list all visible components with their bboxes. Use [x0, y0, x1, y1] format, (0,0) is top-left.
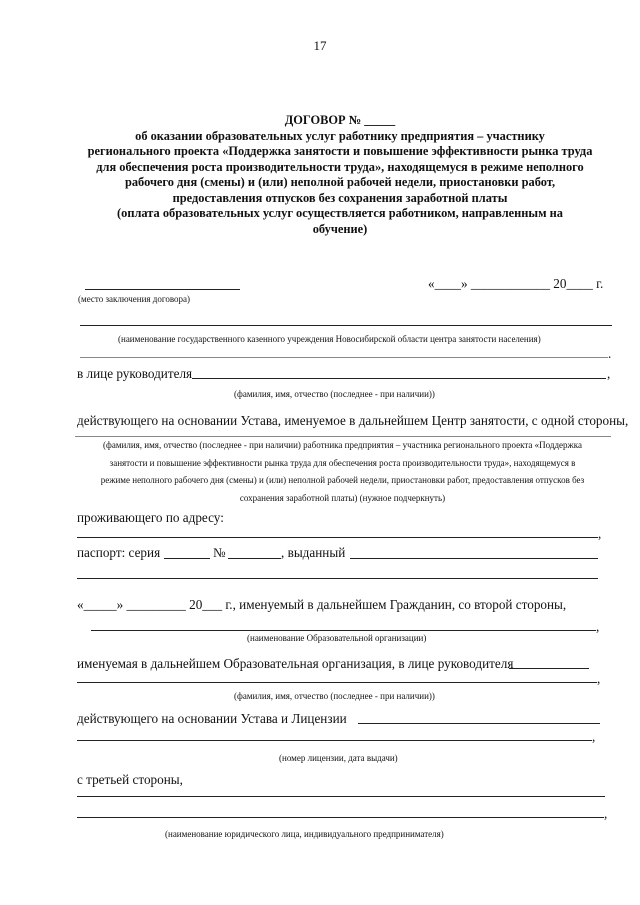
title-line-1: ДОГОВОР № _____	[284, 113, 396, 127]
title-line-6: предоставления отпусков без сохранения заработной платы	[172, 190, 508, 205]
title-line-4: для обеспечения роста производительности труда», находящемуся в режиме неполного	[96, 159, 584, 174]
worker-hint-underline-note: (нужное подчеркнуть)	[357, 492, 446, 503]
head-fio-hint: (фамилия, имя, отчество (последнее - при наличии))	[234, 389, 435, 399]
third-party-field-line[interactable]	[77, 796, 605, 797]
acting-on-basis-2: действующего на основании Устава и Лицензии	[77, 711, 347, 726]
center-name-end-dot: .	[608, 346, 612, 361]
license-hint: (номер лицензии, дата выдачи)	[279, 753, 398, 763]
center-name-field-line[interactable]	[80, 325, 612, 326]
third-party-end-comma: ,	[604, 806, 608, 821]
org-head-end-comma: ,	[597, 671, 601, 686]
center-name-hint: (наименование государственного казенного учреждения Новосибирской области центра занятости населения)	[118, 334, 541, 344]
third-party-field-line-2[interactable]	[77, 817, 604, 818]
title-line-7: (оплата образовательных услуг осуществляется работником, направленным на	[117, 206, 563, 220]
passport-label: паспорт: серия	[77, 545, 161, 560]
citizen-date-text: «_____» _________ 20___ г., именуемый в дальнейшем Гражданин, со второй стороны,	[77, 597, 567, 612]
worker-hint	[70, 437, 615, 507]
passport-number-field[interactable]	[228, 558, 281, 559]
license-field-line-2[interactable]	[77, 740, 592, 741]
title-line-2: об оказании образовательных услуг работнику предприятия – участнику	[135, 128, 545, 143]
represented-by-label: в лице руководителя	[77, 366, 193, 381]
org-name-field-line[interactable]	[91, 630, 596, 631]
org-head-fio-hint: (фамилия, имя, отчество (последнее - при наличии))	[234, 691, 435, 701]
org-name-end-comma: ,	[596, 619, 600, 634]
title-line-8: обучение)	[312, 221, 368, 236]
license-end-comma: ,	[592, 729, 596, 744]
org-head-field-line-2[interactable]	[77, 682, 597, 683]
head-fio-end-comma: ,	[607, 366, 611, 381]
worker-hint-line-1: (фамилия, имя, отчество (последнее - при наличии) работника предприятия – участника регионального проекта «Поддержка	[103, 440, 582, 450]
title-line-5: рабочего дня (смены) и (или) неполной рабочей недели, приостановки работ,	[124, 175, 556, 189]
place-hint: (место заключения договора)	[78, 294, 191, 304]
contract-date: «____» ____________ 20____ г.	[428, 276, 604, 291]
residing-label: проживающего по адресу:	[77, 510, 224, 525]
passport-issued-label: , выданный	[281, 545, 346, 560]
org-represented-text: именуемая в дальнейшем Образовательная организация, в лице руководителя	[77, 656, 514, 671]
passport-issued-field[interactable]	[350, 558, 598, 559]
title-line-3: регионального проекта «Поддержка занятости и повышение эффективности рынка труда	[87, 144, 593, 158]
org-head-field-line[interactable]	[509, 668, 589, 669]
address-field-line[interactable]	[77, 537, 598, 538]
worker-hint-line-2: занятости и повышение эффективности рынка труда для обеспечения роста производительности труда», находящемуся в	[109, 457, 576, 468]
passport-issued-field-2[interactable]	[77, 578, 598, 579]
passport-number-label: №	[213, 545, 226, 560]
address-end-comma: ,	[598, 526, 602, 541]
license-field-line[interactable]	[358, 723, 600, 724]
place-field-line[interactable]	[85, 289, 240, 290]
third-party-label: с третьей стороны,	[77, 772, 183, 787]
contract-title	[60, 113, 620, 237]
center-name-field-line-2[interactable]	[80, 357, 608, 358]
head-fio-field-line[interactable]	[192, 378, 606, 379]
worker-hint-line-3: режиме неполного рабочего дня (смены) и (или) неполной рабочей недели, приостановки работ, предоставления отпусков без	[100, 475, 585, 485]
worker-hint-line-4: сохранения заработной платы)	[239, 492, 358, 503]
passport-series-field[interactable]	[164, 558, 210, 559]
legal-entity-hint: (наименование юридического лица, индивидуального предпринимателя)	[165, 829, 444, 839]
org-name-hint: (наименование Образовательной организации)	[247, 633, 427, 643]
page-number: 17	[313, 38, 327, 53]
acting-on-basis-1: действующего на основании Устава, именуемое в дальнейшем Центр занятости, с одной стороны,	[77, 413, 629, 428]
